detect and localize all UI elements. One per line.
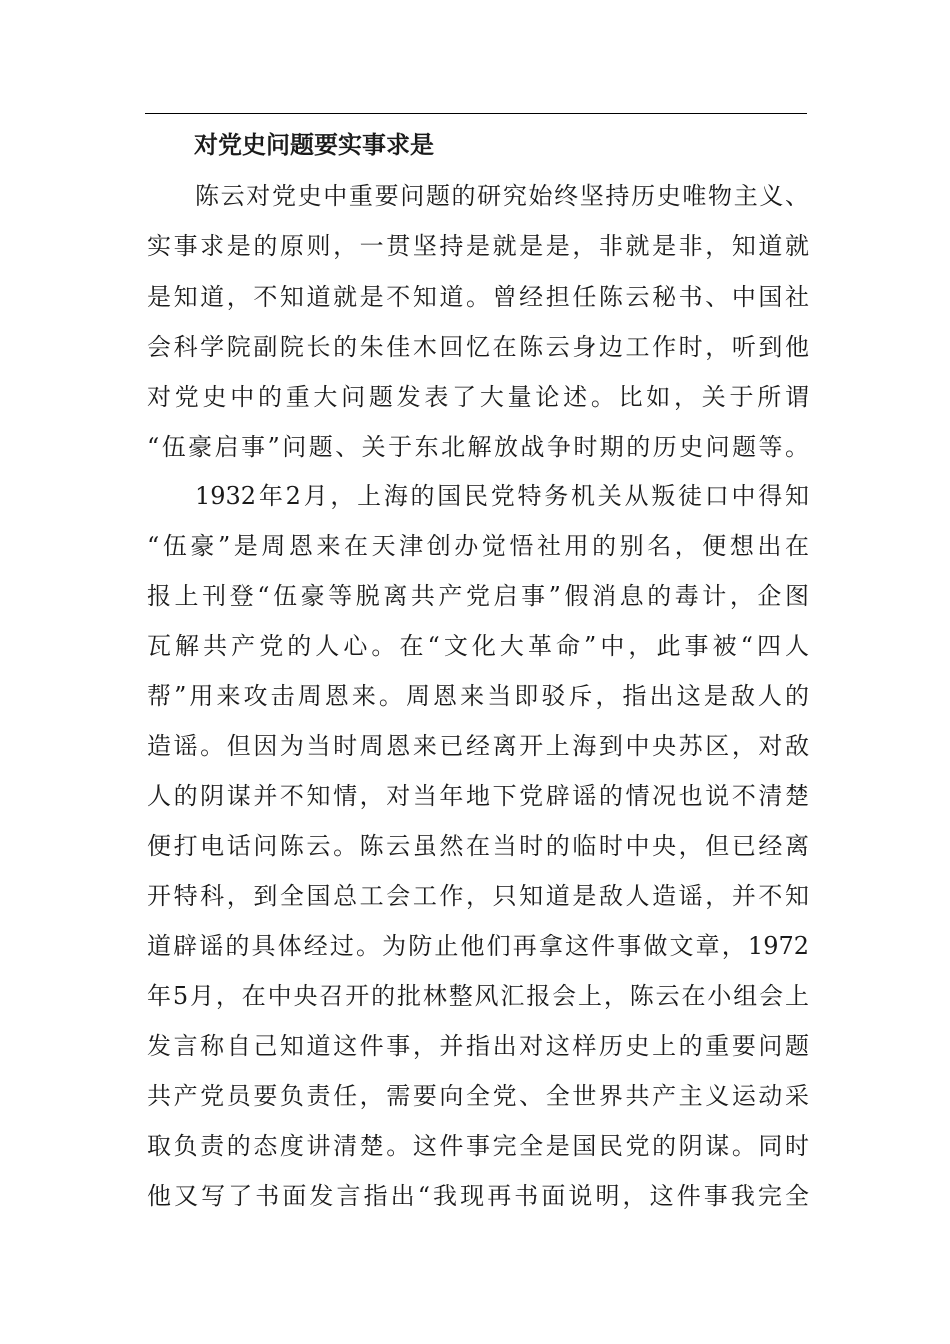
paragraph-line: 实事求是的原则，一贯坚持是就是是，非就是非，知道就 <box>147 232 809 260</box>
paragraph-line: 会科学院副院长的朱佳木回忆在陈云身边工作时，听到他 <box>147 333 809 361</box>
paragraph-line: 他又写了书面发言指出“我现再书面说明，这件事我完全 <box>147 1182 809 1210</box>
paragraph-line: “伍豪”是周恩来在天津创办觉悟社用的别名，便想出在 <box>147 532 809 560</box>
paragraph-line: 共产党员要负责任，需要向全党、全世界共产主义运动采 <box>147 1082 809 1110</box>
paragraph-line: 造谣。但因为当时周恩来已经离开上海到中央苏区，对敌 <box>147 732 809 760</box>
paragraph-line: 便打电话问陈云。陈云虽然在当时的临时中央，但已经离 <box>147 832 809 860</box>
section-heading: 对党史问题要实事求是 <box>194 131 434 159</box>
paragraph-line: “伍豪启事”问题、关于东北解放战争时期的历史问题等。 <box>147 433 809 461</box>
paragraph-line: 瓦解共产党的人心。在“文化大革命”中，此事被“四人 <box>147 632 809 660</box>
paragraph-line: 报上刊登“伍豪等脱离共产党启事”假消息的毒计，企图 <box>147 582 809 610</box>
paragraph-line: 陈云对党史中重要问题的研究始终坚持历史唯物主义、 <box>195 182 809 210</box>
paragraph-line: 帮”用来攻击周恩来。周恩来当即驳斥，指出这是敌人的 <box>147 682 809 710</box>
paragraph-line: 开特科，到全国总工会工作，只知道是敌人造谣，并不知 <box>147 882 809 910</box>
paragraph-line: 人的阴谋并不知情，对当年地下党辟谣的情况也说不清楚 <box>147 782 809 810</box>
paragraph-line: 1932年2月，上海的国民党特务机关从叛徒口中得知 <box>195 482 809 510</box>
paragraph-line: 是知道，不知道就是不知道。曾经担任陈云秘书、中国社 <box>147 283 809 311</box>
paragraph-line: 对党史中的重大问题发表了大量论述。比如，关于所谓 <box>147 383 809 411</box>
paragraph-line: 发言称自己知道这件事，并指出对这样历史上的重要问题 <box>147 1032 809 1060</box>
header-rule <box>145 113 807 114</box>
paragraph-line: 道辟谣的具体经过。为防止他们再拿这件事做文章，1972 <box>147 932 809 960</box>
paragraph-line: 取负责的态度讲清楚。这件事完全是国民党的阴谋。同时 <box>147 1132 809 1160</box>
paragraph-line: 年5月，在中央召开的批林整风汇报会上，陈云在小组会上 <box>147 982 809 1010</box>
